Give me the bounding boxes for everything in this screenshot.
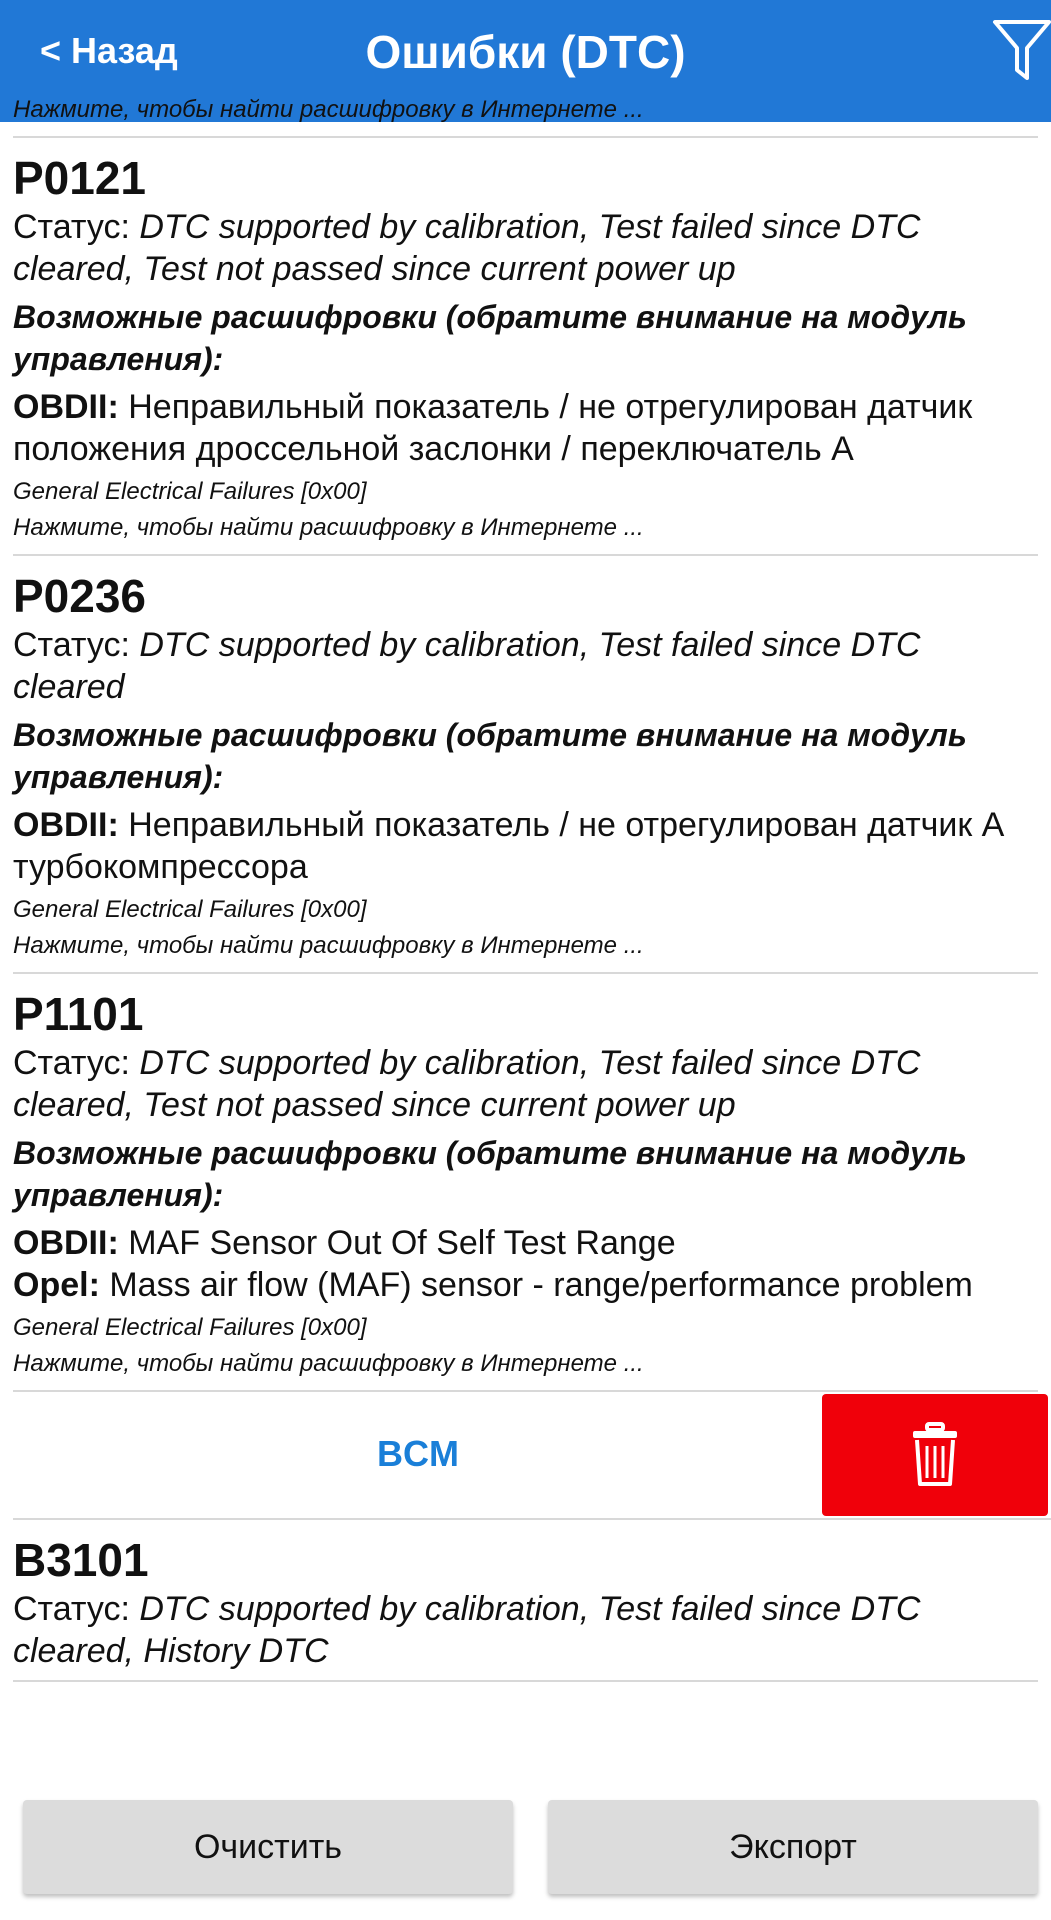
status-label: Статус: <box>13 1590 140 1628</box>
decode-line <box>13 1264 1038 1306</box>
dtc-item[interactable] <box>13 1520 1038 1682</box>
dtc-item[interactable] <box>13 974 1038 1392</box>
status-value: DTC supported by calibration, Test failed since DTC cleared, History DTC <box>13 1590 921 1670</box>
decode-text: Неправильный показатель / не отрегулирован датчик A турбокомпрессора <box>13 806 1003 886</box>
decode-text: Mass air flow (MAF) sensor - range/performance problem <box>99 1266 973 1304</box>
dtc-list[interactable] <box>0 96 1051 1752</box>
search-online-hint[interactable]: Нажмите, чтобы найти расшифровку в Интернете ... <box>13 1350 644 1377</box>
decode-source: OBDII: <box>13 806 119 844</box>
page-title: Ошибки (DTC) <box>365 26 686 78</box>
export-button[interactable]: Экспорт <box>548 1800 1038 1894</box>
decode-header: Возможные расшифровки (обратите внимание на модуль управления): <box>13 1135 967 1213</box>
decode-text: Неправильный показатель / не отрегулирован датчик положения дроссельной заслонки / переключатель A <box>13 388 973 468</box>
trash-icon <box>911 1422 959 1488</box>
status-label: Статус: <box>13 208 140 246</box>
dtc-code: P1101 <box>13 988 144 1040</box>
clear-button[interactable]: Очистить <box>23 1800 513 1894</box>
dtc-status <box>13 624 1038 708</box>
status-value: DTC supported by calibration, Test failed since DTC cleared <box>13 626 921 706</box>
dtc-code: P0121 <box>13 152 147 204</box>
module-label: BCM <box>377 1433 459 1474</box>
search-online-hint[interactable]: Нажмите, чтобы найти расшифровку в Интернете ... <box>13 92 1038 138</box>
filter-button[interactable] <box>993 18 1051 84</box>
decode-source: Opel: <box>13 1266 100 1304</box>
decode-line <box>13 386 1038 470</box>
status-label: Статус: <box>13 626 140 664</box>
dtc-code: P0236 <box>13 570 147 622</box>
dtc-status <box>13 206 1038 290</box>
dtc-item[interactable] <box>13 556 1038 974</box>
failure-type: General Electrical Failures [0x00] <box>13 478 367 505</box>
status-label: Статус: <box>13 1044 140 1082</box>
delete-button[interactable] <box>822 1394 1048 1516</box>
footer-bar <box>0 1752 1051 1920</box>
dtc-code: B3101 <box>13 1534 149 1586</box>
module-group-header <box>13 1392 1051 1520</box>
decode-text: MAF Sensor Out Of Self Test Range <box>118 1224 676 1262</box>
filter-icon <box>993 18 1051 84</box>
failure-type: General Electrical Failures [0x00] <box>13 896 367 923</box>
decode-header: Возможные расшифровки (обратите внимание на модуль управления): <box>13 299 967 377</box>
search-online-hint[interactable]: Нажмите, чтобы найти расшифровку в Интернете ... <box>13 932 644 959</box>
status-value: DTC supported by calibration, Test failed since DTC cleared, Test not passed since current power up <box>13 208 921 288</box>
decode-line <box>13 804 1038 888</box>
decode-source: OBDII: <box>13 1224 119 1262</box>
back-button[interactable]: < Назад <box>40 30 178 71</box>
dtc-status <box>13 1042 1038 1126</box>
decode-header: Возможные расшифровки (обратите внимание на модуль управления): <box>13 717 967 795</box>
search-online-hint[interactable]: Нажмите, чтобы найти расшифровку в Интернете ... <box>13 514 644 541</box>
dtc-item[interactable] <box>13 138 1038 556</box>
dtc-status <box>13 1588 1038 1672</box>
failure-type: General Electrical Failures [0x00] <box>13 1314 367 1341</box>
status-value: DTC supported by calibration, Test failed since DTC cleared, Test not passed since current power up <box>13 1044 921 1124</box>
decode-source: OBDII: <box>13 388 119 426</box>
decode-line <box>13 1222 1038 1264</box>
